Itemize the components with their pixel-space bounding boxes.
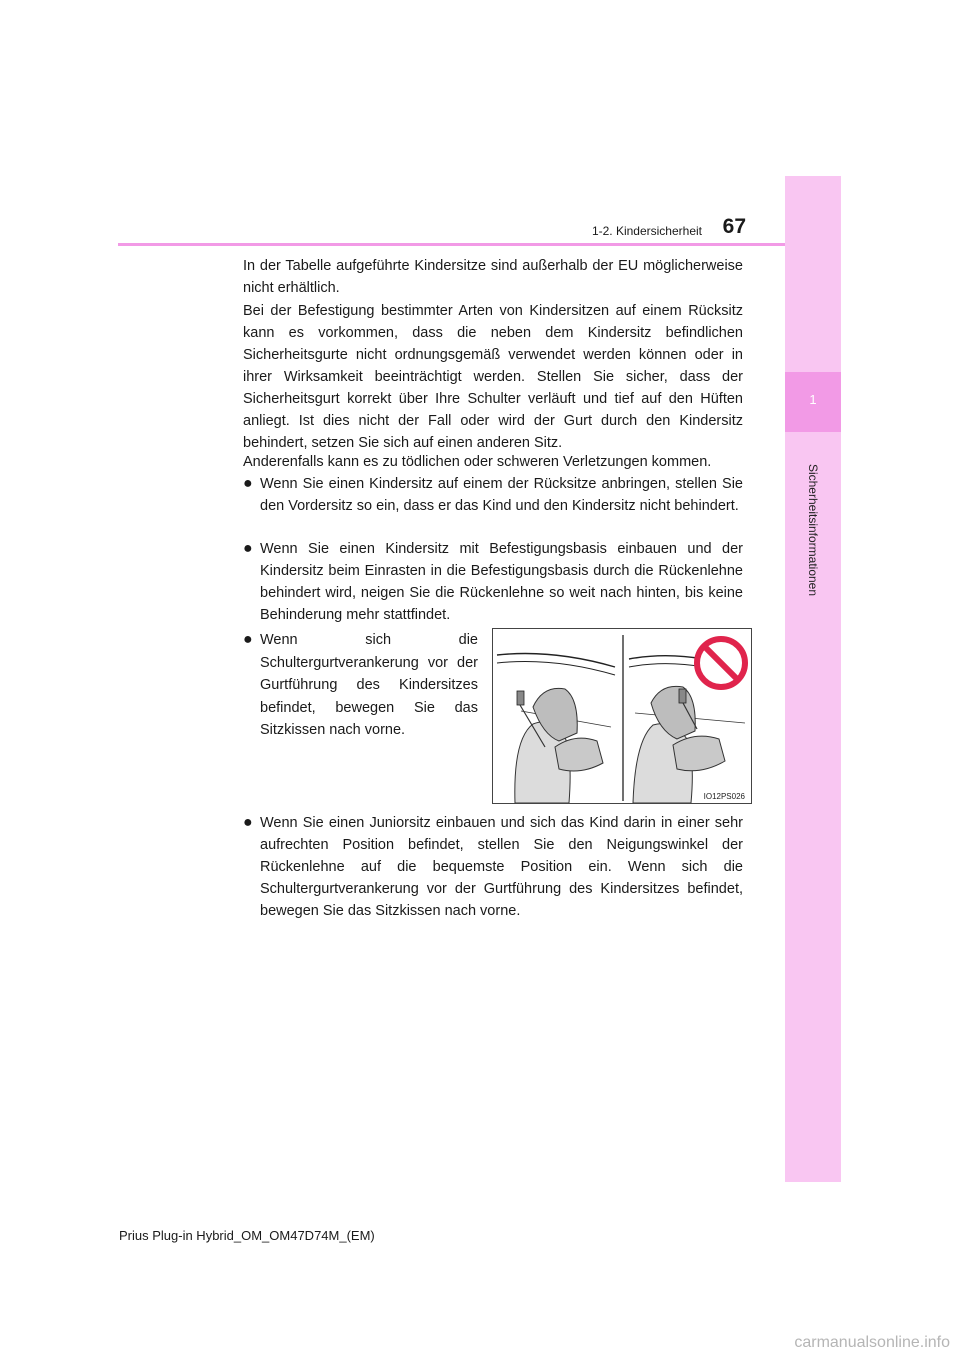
page-number: 67 (722, 215, 746, 238)
prohibition-icon (697, 639, 745, 687)
child-seat-illustration (492, 628, 752, 804)
chapter-title: Sicherheitsinformationen (806, 463, 820, 597)
illustration-drawing (493, 629, 751, 803)
section-title: 1-2. Kindersicherheit (591, 224, 702, 238)
bullet-marker: ● (243, 814, 253, 831)
paragraph-availability: In der Tabelle aufgeführte Kindersitze sind außerhalb der EU möglicherweise nicht erhältlich. (243, 258, 743, 296)
header-rule (118, 243, 785, 246)
bullet-item-front-seat: Wenn Sie einen Kindersitz auf einem der Rücksitze anbringen, stellen Sie den Vordersitz so ein, dass er das Kind und den Kindersitz nicht behindert. (260, 476, 743, 514)
footer-manual-id: Prius Plug-in Hybrid_OM_OM47D74M_(EM) (119, 1228, 375, 1243)
bullet-item-junior-seat: Wenn Sie einen Juniorsitz einbauen und sich das Kind darin in einer sehr aufrechten Position befindet, stellen Sie den Neigungswinkel der Rückenlehne auf die bequemste Position ein. Wenn sich die Schultergurtverankerung vor der Gurtführung des Kindersitzes befindet, bewegen Sie das Sitzkissen nach vorne. (260, 815, 743, 919)
paragraph-consequence: Anderenfalls kann es zu tödlichen oder schweren Verletzungen kommen. (243, 454, 712, 470)
bullet-marker: ● (243, 475, 253, 492)
bullet-marker: ● (243, 540, 253, 557)
bullet-item-base-recline: Wenn Sie einen Kindersitz mit Befestigungsbasis einbauen und der Kindersitz beim Einrasten in die Befestigungsbasis durch die Rückenlehne behindert wird, neigen Sie die Rückenlehne so weit nach hinten, bis keine Behinderung mehr stattfindet. (260, 541, 743, 623)
chapter-number: 1 (809, 392, 817, 407)
figure-code: IO12PS026 (703, 792, 745, 801)
bullet-item-shoulder-anchor: Wenn sich die Schultergurtverankerung vor der Gurtführung des Kindersitzes befindet, bewegen Sie das Sitzkissen nach vorne. (260, 632, 478, 739)
bullet-marker: ● (243, 631, 253, 648)
paragraph-seatbelt-warning: Bei der Befestigung bestimmter Arten von Kindersitzen auf einem Rücksitz kann es vorkommen, dass die neben dem Kindersitz befindlichen Sicherheitsgurte nicht ordnungsgemäß verwendet werden können oder in ihrer Wirksamkeit beeinträchtigt werden. Stellen Sie sicher, dass der Sicherheitsgurt korrekt über Ihre Schulter verläuft und tief auf den Hüften anliegt. Ist dies nicht der Fall oder wird der Gurt durch den Kindersitz behindert, setzen Sie sich auf einen anderen Sitz. (243, 303, 743, 451)
chapter-side-tab (785, 176, 841, 1182)
watermark: carmanualsonline.info (794, 1334, 950, 1351)
